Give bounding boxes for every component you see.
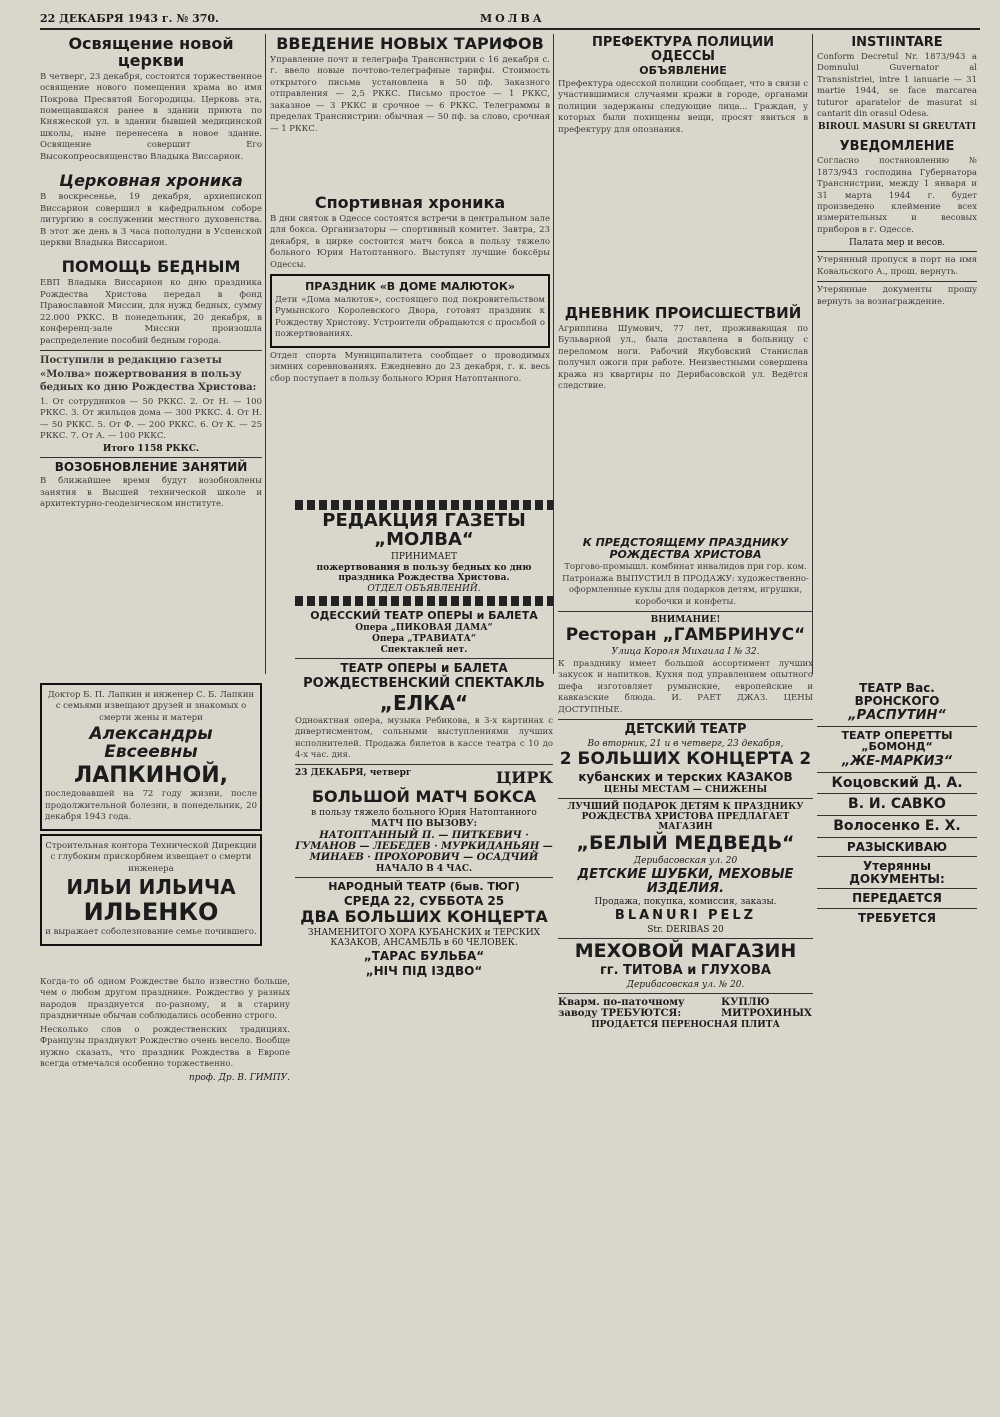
- column-3: [558, 34, 808, 534]
- holiday-text: Дети «Дома малюток», состоящего под покровительством Румынского Королевского Двора, готовят праздник к Рождеству Христову. Устроители обращаются с просьбой о пожертвованиях.: [275, 294, 545, 340]
- holiday-title: ПРАЗДНИК «В ДОМЕ МАЛЮТОК»: [305, 280, 515, 294]
- divider: [558, 611, 813, 612]
- notice-text: Согласно постановлению № 1873/943 господина Губернатора Транснистрии, между 1 января и 31 марта 1944 г. будет произведено клеймение всех измерительных и весовых приборов в г. Одессе.: [817, 156, 977, 235]
- obituary-lapkina: [40, 683, 262, 831]
- divider: [295, 658, 553, 659]
- lapkina-pre: Доктор Б. П. Лапкин и инженер С. Б. Лапкин с семьями извещают друзей и знакомых о смерти жены и матери: [47, 690, 255, 723]
- buy-ad: КУПЛЮ МИТРОХИНЫХ: [721, 996, 812, 1019]
- operetta: ТЕАТР ОПЕРЕТТЫ „БОМОНД“: [841, 728, 953, 754]
- ilenko-last: ИЛЬЕНКО: [83, 898, 219, 926]
- divider: [40, 457, 262, 458]
- gambr-title: Ресторан „ГАМБРИНУС“: [565, 624, 806, 645]
- folk-dates: СРЕДА 22, СУББОТА 25: [343, 893, 505, 908]
- ads-column-theatre: [295, 498, 553, 1403]
- nich: „НІЧ ПІД ІЗДВО“: [365, 963, 483, 978]
- divider: [817, 856, 977, 857]
- divider: [558, 798, 813, 799]
- fur-title: МЕХОВОЙ МАГАЗИН: [574, 940, 797, 963]
- lost-docs: Утерянны ДОКУМЕНТЫ:: [849, 859, 945, 886]
- notice-sign: Палата мер и весов.: [848, 238, 946, 249]
- lost-notice-1: Утерянный пропуск в порт на имя Ковальского А., прош. вернуть.: [817, 255, 977, 277]
- opera-line-2: Опера „ТРАВИАТА“: [371, 634, 477, 645]
- molva-accepts: ПРИНИМАЕТ: [390, 551, 458, 562]
- divider: [558, 938, 813, 939]
- bottom-mid-text: Несколько слов о рождественских традициях. Французы празднуют Рождество очень весело. Вообще нужно сказать, что праздник Рождества в Европе всегда отмечался особенно торжественно.: [40, 1024, 290, 1070]
- elka-title: „ЕЛКА“: [379, 690, 469, 715]
- opera-line-3: Спектаклей нет.: [380, 645, 468, 656]
- elka-text: Одноактная опера, музыка Ребикова, в 3-х картинах с дивертисментом, сольными выступлениями лучших исполнителей. Продажа билетов в кассе театра с 10 до 4-х час. дня.: [295, 715, 553, 760]
- donations-total: Итого 1158 РККС.: [102, 444, 200, 455]
- divider: [295, 764, 553, 765]
- ornament: [295, 500, 553, 510]
- sport-title: Спортивная хроника: [314, 193, 506, 213]
- church-text: В четверг, 23 декабря, состоится торжественное освящение нового помещения храма во имя Покрова Пресвятой Богородицы. Церковь эта, помещавшаяся ранее в здании приюта по Княжеской ул. в здании бывшей медицинской школы, ныне перенесена в новое здание. Освящение совершит Его Высокопреосвященство Владыка Виссарион.: [40, 71, 262, 162]
- bear-pre: ЛУЧШИЙ ПОДАРОК ДЕТЯМ К ПРАЗДНИКУ РОЖДЕСТВА ХРИСТОВА ПРЕДЛАГАЕТ МАГАЗИН: [567, 802, 804, 833]
- paper-name: МОЛВА: [480, 12, 545, 25]
- ilenko-pre: Строительная контора Технической Дирекции с глубоким прискорбием извещает о смерти инженера: [45, 840, 257, 874]
- ilenko-name: ИЛЬИ ИЛЬИЧА: [66, 875, 236, 899]
- chronicle-text: В воскресенье, 19 декабря, архиепископ Виссарион совершил в кафедральном соборе литургию в сослужении местного духовенства. В этот же день в 3 часа пополудни в Успенской церкви Владыка Виссарион.: [40, 192, 262, 249]
- fur-addr: Дерибасовская ул. № 20.: [626, 979, 745, 990]
- gift-title: К ПРЕДСТОЯЩЕМУ ПРАЗДНИКУ РОЖДЕСТВА ХРИСТОВА: [582, 536, 789, 561]
- search-ad: РАЗЫСКИВАЮ: [846, 839, 948, 854]
- transfer-ad: ПЕРЕДАЕТСЯ: [852, 891, 942, 906]
- doctor-3: Волосенко Е. Х.: [833, 817, 961, 834]
- column-rule: [265, 34, 266, 674]
- bear-goods: ДЕТСКИЕ ШУБКИ, МЕХОВЫЕ ИЗДЕЛИЯ.: [577, 867, 794, 896]
- notice-title: УВЕДОМЛЕНИЕ: [839, 139, 955, 155]
- folk-text: ЗНАМЕНИТОГО ХОРА КУБАНСКИХ и ТЕРСКИХ КАЗАКОВ, АНСАМБЛЬ в 60 ЧЕЛОВЕК.: [307, 928, 541, 949]
- chronicle-title: Церковная хроника: [59, 171, 243, 191]
- kids-title: ДЕТСКИЙ ТЕАТР: [624, 722, 747, 738]
- divider: [817, 281, 977, 282]
- gift-text: Торгово-промышл. комбинат инвалидов при гор. ком. Патронажа ВЫПУСТИЛ В ПРОДАЖУ: художественно-оформленные куклы для подарков детям, игрушки, коробочки и конфеты.: [562, 562, 809, 607]
- lost-notice-2: Утерянные документы прошу вернуть за вознаграждение.: [817, 285, 977, 307]
- masthead: [40, 12, 980, 30]
- issue-date: 22 ДЕКАБРЯ 1943 г. № 370.: [40, 12, 219, 25]
- holiday-box: [270, 274, 550, 347]
- resume-title: ВОЗОБНОВЛЕНИЕ ЗАНЯТИЙ: [54, 460, 248, 475]
- blanuri-addr: Str. DERIBAS 20: [647, 925, 724, 936]
- divider: [817, 837, 977, 838]
- gambr-text: К празднику имеет большой ассортимент лучших закусок и напитков. Кухня под управлением опытного шефа изготовляет румынские, европейские и кавказские блюда. И. РАЕТ ДЖАЗ. ЦЕНЫ ДОСТУПНЫЕ.: [558, 658, 813, 715]
- help-title: ПОМОЩЬ БЕДНЫМ: [61, 257, 241, 277]
- opera2-title: ТЕАТР ОПЕРЫ и БАЛЕТА: [340, 661, 508, 676]
- ornament: [295, 596, 553, 606]
- tariffs-title: ВВЕДЕНИЕ НОВЫХ ТАРИФОВ: [276, 34, 544, 53]
- instiintare-sign: BIROUL MASURI SI GREUTATI: [818, 122, 976, 133]
- small-ads-row: [558, 997, 813, 1019]
- molva-dept: ОТДЕЛ ОБЪЯВЛЕНИЙ.: [367, 583, 481, 594]
- doctor-2: В. И. САВКО: [848, 796, 946, 813]
- diary-text: Агриппина Шумович, 77 лет, проживающая по Бульварной ул., была доставлена в больницу с переломом ноги. Рабочий Якубовский Станислав получил ожоги при работе. Неизвестными совершена кража из квартиры по Дерибасовской ул. Ведётся следствие.: [558, 323, 808, 392]
- box-start: НАЧАЛО В 4 ЧАС.: [375, 864, 473, 875]
- sell-ad: ПРОДАЕТСЯ ПЕРЕНОСНАЯ ПЛИТА: [591, 1019, 780, 1030]
- circus-date: 23 ДЕКАБРЯ, четверг: [295, 768, 412, 779]
- divider: [558, 993, 813, 994]
- folk-title: НАРОДНЫЙ ТЕАТР (быв. ТЮГ): [328, 880, 520, 894]
- instiintare-title: INSTIINTARE: [851, 35, 943, 50]
- sport-text-2: Отдел спорта Муниципалитета сообщает о проводимых зимних соревнованиях. Ежедневно до 23 декабря, г. к. весь сбор поступает в пользу больного Юрия Натоптанного.: [270, 350, 550, 384]
- folk-concerts: ДВА БОЛЬШИХ КОНЦЕРТА: [300, 907, 548, 927]
- column-4: [817, 34, 977, 674]
- rasputin: „РАСПУТИН“: [848, 708, 946, 724]
- gambr-addr: Улица Короля Михаила I № 32.: [611, 646, 760, 657]
- column-1: [40, 34, 262, 674]
- article-signature: проф. Др. В. ГИМПУ.: [188, 1072, 290, 1083]
- bottom-article: [40, 975, 290, 1405]
- ads-column-right: [817, 680, 977, 1400]
- kids-prices: ЦЕНЫ МЕСТАМ — СНИЖЕНЫ: [603, 785, 768, 796]
- blanuri: BLANURI PELZ: [614, 908, 757, 924]
- needed-ad: ТРЕБУЕТСЯ: [857, 911, 936, 925]
- instiintare-text: Conform Decretul Nr. 1873/943 a Domnului Guvernator al Transnistriei, intre 1 ianuarie — 31 martie 1944, se face marcarea tuturor aparatelor de masurat si cantarit din orasul Odesa.: [817, 51, 977, 119]
- column-rule: [553, 34, 554, 674]
- doctor-1: Коцовский Д. А.: [831, 774, 963, 791]
- tariffs-text: Управление почт и телеграфа Транснистрии с 16 декабря с. г. ввело новые почтово-телеграфные тарифы. Стоимость открытого письма установлена в 50 пф. Заказного отправления — 2,5 РККС. Письмо простое — 1 РККС, заказное — 3 РККС и срочное — 6 РККС. Телеграммы в пределах Транснистрии: обычная — 50 пф. за слово, срочная — 1 РККС.: [270, 54, 550, 134]
- box-title: БОЛЬШОЙ МАТЧ БОКСА: [311, 787, 537, 807]
- kids-dates: Во вторник, 21 и в четверг, 23 декабря,: [587, 738, 784, 749]
- fur-owners: гг. ТИТОВА и ГЛУХОВА: [600, 963, 771, 979]
- ilenko-text: и выражает соболезнование семье почившего.: [45, 927, 257, 938]
- ads-column-shops: [558, 535, 813, 1403]
- taras: „ТАРАС БУЛЬБА“: [363, 949, 485, 964]
- resume-text: В ближайшее время будут возобновлены занятия в Высшей технической школе и архитектурно-геодезическом институте.: [40, 476, 262, 509]
- donations-title: Поступили в редакцию газеты «Молва» пожертвования в пользу бедных ко дню Рождества Христова:: [40, 355, 257, 394]
- divider: [817, 888, 977, 889]
- opera-title: ОДЕССКИЙ ТЕАТР ОПЕРЫ и БАЛЕТА: [310, 608, 538, 622]
- diary-title: ДНЕВНИК ПРОИСШЕСТВИЙ: [564, 304, 802, 323]
- bear-title: „БЕЛЫЙ МЕДВЕДЬ“: [576, 832, 795, 855]
- bottom-left-text: Когда-то об одном Рождестве было известно больше, чем о любом другом празднике. Рождество у разных народов празднуется по-разному, и в старину праздничные обычаи соблюдались особенно строго.: [40, 977, 290, 1022]
- box-pairs: НАТОПТАННЫЙ П. — ПИТКЕВИЧ · ГУМАНОВ — ЛЕБЕДЕВ · МУРКИДАНЬЯН — МИНАЕВ · ПРОХОРОВИЧ — ОСАДЧИЙ: [295, 830, 553, 864]
- circus-header: [295, 768, 553, 787]
- theater-vronsky: ТЕАТР Вас. ВРОНСКОГО: [854, 681, 940, 708]
- prefecture-text: Префектура одесской полиции сообщает, что в связи с участившимися случаями кражи в городе, органами полиции задержаны следующие лица... Граждан, у которых были похищены вещи, просят явиться в префектуру для опознания.: [558, 78, 808, 135]
- factory-ad: Кварм. по-паточному заводу ТРЕБУЮТСЯ:: [558, 996, 685, 1019]
- kids-concerts: 2 БОЛЬШИХ КОНЦЕРТА 2: [559, 748, 812, 769]
- divider: [817, 815, 977, 816]
- help-text: ЕВП Владыка Виссарион ко дню праздника Рождества Христова передал в фонд Православной Миссии, для нужд бедных, сумму 22.000 РККС. В понедельник, 20 декабря, в конференц-зале Миссии произошла распределение пособий бедным города.: [40, 278, 262, 346]
- bear-addr: Дерибасовская ул. 20: [633, 856, 738, 867]
- box-sub: в пользу тяжело больного Юрия Натоптанного: [311, 808, 537, 819]
- obituary-ilenko: [40, 834, 262, 946]
- bear-trade: Продажа, покупка, комиссия, заказы.: [594, 897, 777, 908]
- kids-cossacks: кубанских и терских КАЗАКОВ: [578, 769, 793, 784]
- prefecture-title: ПРЕФЕКТУРА ПОЛИЦИИ ОДЕССЫ: [591, 35, 775, 64]
- molva-title: РЕДАКЦИЯ ГАЗЕТЫ „МОЛВА“: [322, 510, 526, 550]
- lapkina-last: ЛАПКИНОЙ,: [74, 763, 228, 789]
- divider: [295, 877, 553, 878]
- circus-title: ЦИРК: [495, 768, 553, 788]
- gambr-attention: ВНИМАНИЕ!: [650, 614, 721, 625]
- sport-text: В дни святок в Одессе состоятся встречи в центральном зале для бокса. Организаторы — спортивный комитет. Завтра, 23 декабря, в цирке состоится матч бокса в пользу тяжело больного Юрия Натоптанного. Выступят лучшие боксёры Одессы.: [270, 213, 550, 270]
- divider: [817, 793, 977, 794]
- divider: [817, 251, 977, 252]
- donations-list: 1. От сотрудников — 50 РККС. 2. От Н. — 100 РККС. 3. От жильцов дома — 300 РККС. 4. От Н. — 50 РККС. 5. От Ф. — 200 РККС. 6. От К. — 25 РККС. 7. От А. — 100 РККС.: [40, 396, 262, 441]
- prefecture-subtitle: ОБЪЯВЛЕНИЕ: [639, 64, 727, 78]
- je-markiz: „ЖЕ-МАРКИЗ“: [841, 753, 953, 769]
- lapkina-text: последовавшей на 72 году жизни, после продолжительной болезни, в понедельник, 20 декабря 1943 года.: [45, 789, 257, 823]
- opera-line-1: Опера „ПИКОВАЯ ДАМА“: [355, 623, 493, 634]
- church-title: Освящение новой церкви: [68, 34, 234, 70]
- divider: [40, 350, 262, 351]
- divider: [558, 719, 813, 720]
- xmas-show: РОЖДЕСТВЕНСКИЙ СПЕКТАКЛЬ: [303, 675, 545, 691]
- lapkina-name: Александры Евсеевны: [89, 724, 213, 763]
- divider: [817, 908, 977, 909]
- molva-text: пожертвования в пользу бедных ко дню праздника Рождества Христова.: [316, 562, 532, 583]
- divider: [817, 772, 977, 773]
- box-match: МАТЧ ПО ВЫЗОВУ:: [371, 819, 477, 830]
- obituaries: [40, 680, 262, 965]
- divider: [817, 726, 977, 727]
